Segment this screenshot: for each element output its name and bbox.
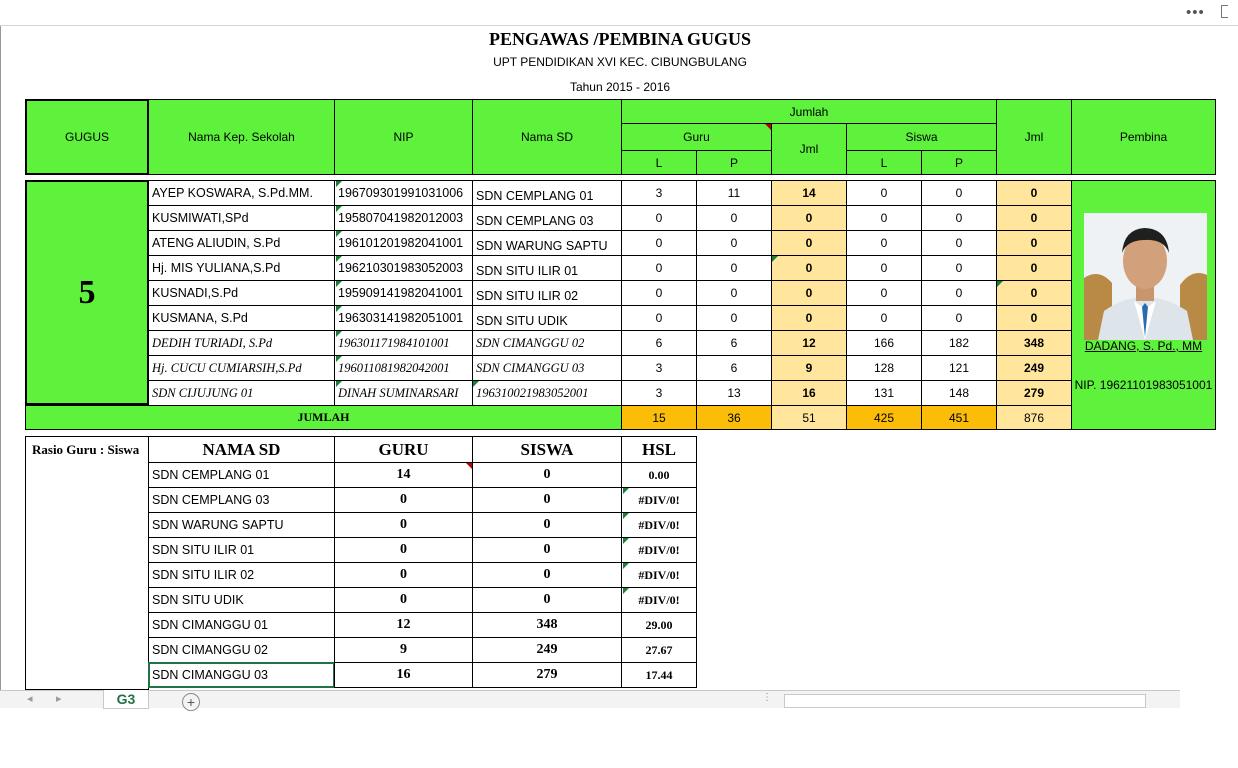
error-indicator-icon (623, 513, 629, 519)
cell-nip[interactable]: 196301171984101001 (334, 330, 473, 356)
header-nama-sd[interactable]: Nama SD (472, 99, 622, 175)
header-guru[interactable]: Guru (621, 123, 772, 151)
rasio-header-guru[interactable]: GURU (334, 436, 473, 463)
split-handle-icon[interactable]: ⋮ (762, 692, 772, 703)
cell-guru-jml[interactable]: 0 (771, 230, 847, 256)
error-indicator-icon (623, 538, 629, 544)
cell-guru-p[interactable]: 6 (696, 355, 772, 381)
header-gugus[interactable]: GUGUS (25, 99, 149, 175)
cell-guru-p[interactable]: 0 (696, 230, 772, 256)
cell-siswa-jml[interactable]: 0 (996, 255, 1072, 281)
rasio-siswa[interactable]: 0 (472, 537, 622, 563)
cell-guru-jml[interactable]: 0 (771, 255, 847, 281)
rasio-nama[interactable]: SDN CEMPLANG 01 (148, 462, 335, 488)
rasio-siswa[interactable]: 0 (472, 587, 622, 613)
cell-kepsek[interactable]: SDN CIJUJUNG 01 (148, 380, 335, 406)
top-bar (0, 0, 1238, 26)
cell-kepsek[interactable]: KUSMIWATI,SPd (148, 205, 335, 231)
error-indicator-icon (336, 281, 342, 287)
cell-nama-sd[interactable]: SDN CEMPLANG 03 (472, 205, 622, 231)
header-jumlah[interactable]: Jumlah (621, 99, 997, 124)
pembina-nip: NIP. 19621101983051001 (1074, 378, 1213, 392)
header-guru-l[interactable]: L (621, 150, 697, 175)
cell-siswa-jml[interactable]: 0 (996, 205, 1072, 231)
cell-siswa-p[interactable]: 0 (921, 230, 997, 256)
cell-siswa-l[interactable]: 131 (846, 380, 922, 406)
rasio-hsl[interactable]: #DIV/0! (621, 537, 697, 563)
error-indicator-icon (336, 256, 342, 262)
cell-siswa-p[interactable]: 0 (921, 255, 997, 281)
cell-kepsek[interactable]: Hj. CUCU CUMIARSIH,S.Pd (148, 355, 335, 381)
cell-nip[interactable]: 196011081982042001 (334, 355, 473, 381)
cell-kepsek[interactable]: KUSNADI,S.Pd (148, 280, 335, 306)
rasio-hsl[interactable]: 29.00 (621, 612, 697, 638)
rasio-nama[interactable]: SDN SITU ILIR 01 (148, 537, 335, 563)
cell-siswa-p[interactable]: 0 (921, 205, 997, 231)
gugus-number[interactable]: 5 (25, 180, 149, 405)
rasio-nama[interactable]: SDN SITU UDIK (148, 587, 335, 613)
error-indicator-icon (623, 488, 629, 494)
rasio-nama[interactable]: SDN CIMANGGU 03 (148, 662, 335, 688)
pembina-name: DADANG, S. Pd., MM (1084, 339, 1203, 353)
jumlah-siswa-l[interactable]: 425 (846, 405, 922, 430)
rasio-header-nama[interactable]: NAMA SD (148, 436, 335, 463)
cell-guru-l[interactable]: 0 (621, 255, 697, 281)
cell-siswa-jml[interactable]: 0 (996, 280, 1072, 306)
rasio-nama[interactable]: SDN WARUNG SAPTU (148, 512, 335, 538)
cell-siswa-l[interactable]: 0 (846, 305, 922, 331)
jumlah-label[interactable]: JUMLAH (25, 405, 622, 430)
jumlah-guru-jml[interactable]: 51 (771, 405, 847, 430)
cell-nip[interactable]: DINAH SUMINARSARI (334, 380, 473, 406)
rasio-siswa[interactable]: 348 (472, 612, 622, 638)
cell-siswa-l[interactable]: 128 (846, 355, 922, 381)
header-nip[interactable]: NIP (334, 99, 473, 175)
header-pembina[interactable]: Pembina (1071, 99, 1216, 175)
header-nama-kepsek[interactable]: Nama Kep. Sekolah (148, 99, 335, 175)
cell-nama-sd[interactable]: SDN CIMANGGU 02 (472, 330, 622, 356)
rasio-guru[interactable]: 0 (334, 537, 473, 563)
cell-guru-p[interactable]: 0 (696, 280, 772, 306)
rasio-hsl[interactable]: 0.00 (621, 462, 697, 488)
page-year: Tahun 2015 - 2016 (569, 80, 671, 94)
rasio-siswa[interactable]: 0 (472, 562, 622, 588)
error-indicator-icon (336, 331, 342, 337)
cell-guru-jml[interactable]: 14 (771, 180, 847, 206)
cell-guru-p[interactable]: 11 (696, 180, 772, 206)
rasio-guru[interactable]: 12 (334, 612, 473, 638)
rasio-nama[interactable]: SDN CIMANGGU 02 (148, 637, 335, 663)
cell-guru-jml[interactable]: 0 (771, 280, 847, 306)
rasio-siswa[interactable]: 0 (472, 487, 622, 513)
sheet-tab-active[interactable]: G3 (103, 690, 149, 709)
cell-nama-sd[interactable]: SDN SITU ILIR 01 (472, 255, 622, 281)
error-indicator-icon (623, 563, 629, 569)
cell-nip[interactable]: 195909141982041001 (334, 280, 473, 306)
worksheet[interactable] (0, 26, 1226, 690)
rasio-hsl[interactable]: 27.67 (621, 637, 697, 663)
cell-guru-p[interactable]: 13 (696, 380, 772, 406)
cell-kepsek[interactable]: ATENG ALIUDIN, S.Pd (148, 230, 335, 256)
cell-siswa-jml[interactable]: 249 (996, 355, 1072, 381)
rasio-nama[interactable]: SDN CEMPLANG 03 (148, 487, 335, 513)
cell-siswa-jml[interactable]: 0 (996, 305, 1072, 331)
header-jml-guru[interactable]: Jml (771, 123, 847, 175)
jumlah-guru-p[interactable]: 36 (696, 405, 772, 430)
cell-kepsek[interactable]: DEDIH TURIADI, S.Pd (148, 330, 335, 356)
rasio-guru[interactable]: 0 (334, 562, 473, 588)
cell-guru-jml[interactable]: 12 (771, 330, 847, 356)
cell-guru-p[interactable]: 6 (696, 330, 772, 356)
cell-guru-l[interactable]: 0 (621, 280, 697, 306)
pembina-portrait-icon (1084, 213, 1207, 340)
cell-guru-jml[interactable]: 0 (771, 205, 847, 231)
error-indicator-icon (336, 231, 342, 237)
add-sheet-button[interactable]: + (182, 693, 200, 711)
panel-edge-icon[interactable] (1221, 5, 1228, 18)
error-indicator-icon (473, 381, 479, 387)
header-siswa-l[interactable]: L (846, 150, 922, 175)
cell-siswa-l[interactable]: 0 (846, 255, 922, 281)
cell-guru-p[interactable]: 0 (696, 255, 772, 281)
rasio-hsl[interactable]: #DIV/0! (621, 487, 697, 513)
jumlah-siswa-jml[interactable]: 876 (996, 405, 1072, 430)
rasio-nama[interactable]: SDN CIMANGGU 01 (148, 612, 335, 638)
horizontal-scrollbar[interactable] (784, 694, 1146, 708)
cell-siswa-p[interactable]: 0 (921, 305, 997, 331)
cell-nama-sd[interactable]: SDN WARUNG SAPTU (472, 230, 622, 256)
cell-guru-l[interactable]: 0 (621, 305, 697, 331)
header-siswa[interactable]: Siswa (846, 123, 997, 151)
pembina-photo (1084, 213, 1207, 340)
cell-nip[interactable]: 196101201982041001 (334, 230, 473, 256)
rasio-label[interactable]: Rasio Guru : Siswa (25, 436, 149, 690)
cell-siswa-p[interactable]: 148 (921, 380, 997, 406)
rasio-nama[interactable]: SDN SITU ILIR 02 (148, 562, 335, 588)
rasio-hsl[interactable]: #DIV/0! (621, 587, 697, 613)
error-indicator-icon (336, 381, 342, 387)
cell-siswa-p[interactable]: 121 (921, 355, 997, 381)
cell-nama-sd[interactable]: SDN CEMPLANG 01 (472, 180, 622, 206)
page-subtitle: UPT PENDIDIKAN XVI KEC. CIBUNGBULANG (493, 55, 747, 69)
cell-siswa-jml[interactable]: 279 (996, 380, 1072, 406)
rasio-siswa[interactable]: 0 (472, 462, 622, 488)
error-indicator-icon (623, 588, 629, 594)
error-indicator-icon (772, 256, 778, 262)
rasio-siswa[interactable]: 0 (472, 512, 622, 538)
cell-guru-jml[interactable]: 0 (771, 305, 847, 331)
cell-siswa-jml[interactable]: 348 (996, 330, 1072, 356)
rasio-hsl[interactable]: 17.44 (621, 662, 697, 688)
cell-siswa-l[interactable]: 0 (846, 180, 922, 206)
rasio-guru[interactable]: 0 (334, 512, 473, 538)
error-indicator-icon (336, 356, 342, 362)
rasio-guru[interactable]: 14 (334, 462, 473, 488)
comment-marker (466, 463, 472, 469)
jumlah-guru-l[interactable]: 15 (621, 405, 697, 430)
cell-guru-l[interactable]: 6 (621, 330, 697, 356)
cell-guru-p[interactable]: 0 (696, 305, 772, 331)
cell-nip[interactable]: 196303141982051001 (334, 305, 473, 331)
cell-guru-l[interactable]: 0 (621, 230, 697, 256)
cell-guru-l[interactable]: 3 (621, 180, 697, 206)
error-indicator-icon (336, 181, 342, 187)
cell-kepsek[interactable]: Hj. MIS YULIANA,S.Pd (148, 255, 335, 281)
next-sheet-icon[interactable]: ▸ (56, 693, 62, 705)
rasio-header-siswa[interactable]: SISWA (472, 436, 622, 463)
prev-sheet-icon[interactable]: ◂ (27, 693, 33, 705)
rasio-guru[interactable]: 9 (334, 637, 473, 663)
cell-kepsek[interactable]: AYEP KOSWARA, S.Pd.MM. (148, 180, 335, 206)
error-indicator-icon (336, 306, 342, 312)
jumlah-siswa-p[interactable]: 451 (921, 405, 997, 430)
cell-kepsek[interactable]: KUSMANA, S.Pd (148, 305, 335, 331)
rasio-header-hsl[interactable]: HSL (621, 436, 697, 463)
rasio-hsl[interactable]: #DIV/0! (621, 562, 697, 588)
more-options-icon[interactable]: ••• (1186, 4, 1205, 21)
cell-siswa-p[interactable]: 0 (921, 280, 997, 306)
cell-siswa-jml[interactable]: 0 (996, 230, 1072, 256)
cell-guru-jml[interactable]: 9 (771, 355, 847, 381)
cell-siswa-p[interactable]: 182 (921, 330, 997, 356)
cell-siswa-l[interactable]: 0 (846, 280, 922, 306)
rasio-hsl[interactable]: #DIV/0! (621, 512, 697, 538)
cell-nip[interactable]: 196709301991031006 (334, 180, 473, 206)
cell-nip[interactable]: 195807041982012003 (334, 205, 473, 231)
cell-guru-p[interactable]: 0 (696, 205, 772, 231)
cell-nip[interactable]: 196210301983052003 (334, 255, 473, 281)
cell-guru-l[interactable]: 3 (621, 380, 697, 406)
cell-nama-sd[interactable]: 196310021983052001 (472, 380, 622, 406)
cell-guru-jml[interactable]: 16 (771, 380, 847, 406)
header-siswa-p[interactable]: P (921, 150, 997, 175)
sheet-tab-bar (0, 690, 1180, 708)
header-guru-p[interactable]: P (696, 150, 772, 175)
rasio-guru[interactable]: 0 (334, 587, 473, 613)
header-jml-siswa[interactable]: Jml (996, 99, 1072, 175)
cell-siswa-jml[interactable]: 0 (996, 180, 1072, 206)
cell-siswa-l[interactable]: 166 (846, 330, 922, 356)
cell-nama-sd[interactable]: SDN CIMANGGU 03 (472, 355, 622, 381)
cell-guru-l[interactable]: 0 (621, 205, 697, 231)
rasio-siswa[interactable]: 279 (472, 662, 622, 688)
cell-guru-l[interactable]: 3 (621, 355, 697, 381)
cell-siswa-l[interactable]: 0 (846, 230, 922, 256)
error-indicator-icon (336, 206, 342, 212)
rasio-guru[interactable]: 0 (334, 487, 473, 513)
cell-siswa-l[interactable]: 0 (846, 205, 922, 231)
error-indicator-icon (997, 281, 1003, 287)
page-title: PENGAWAS /PEMBINA GUGUS (488, 29, 752, 49)
cell-nama-sd[interactable]: SDN SITU ILIR 02 (472, 280, 622, 306)
cell-siswa-p[interactable]: 0 (921, 180, 997, 206)
rasio-siswa[interactable]: 249 (472, 637, 622, 663)
rasio-guru[interactable]: 16 (334, 662, 473, 688)
cell-nama-sd[interactable]: SDN SITU UDIK (472, 305, 622, 331)
